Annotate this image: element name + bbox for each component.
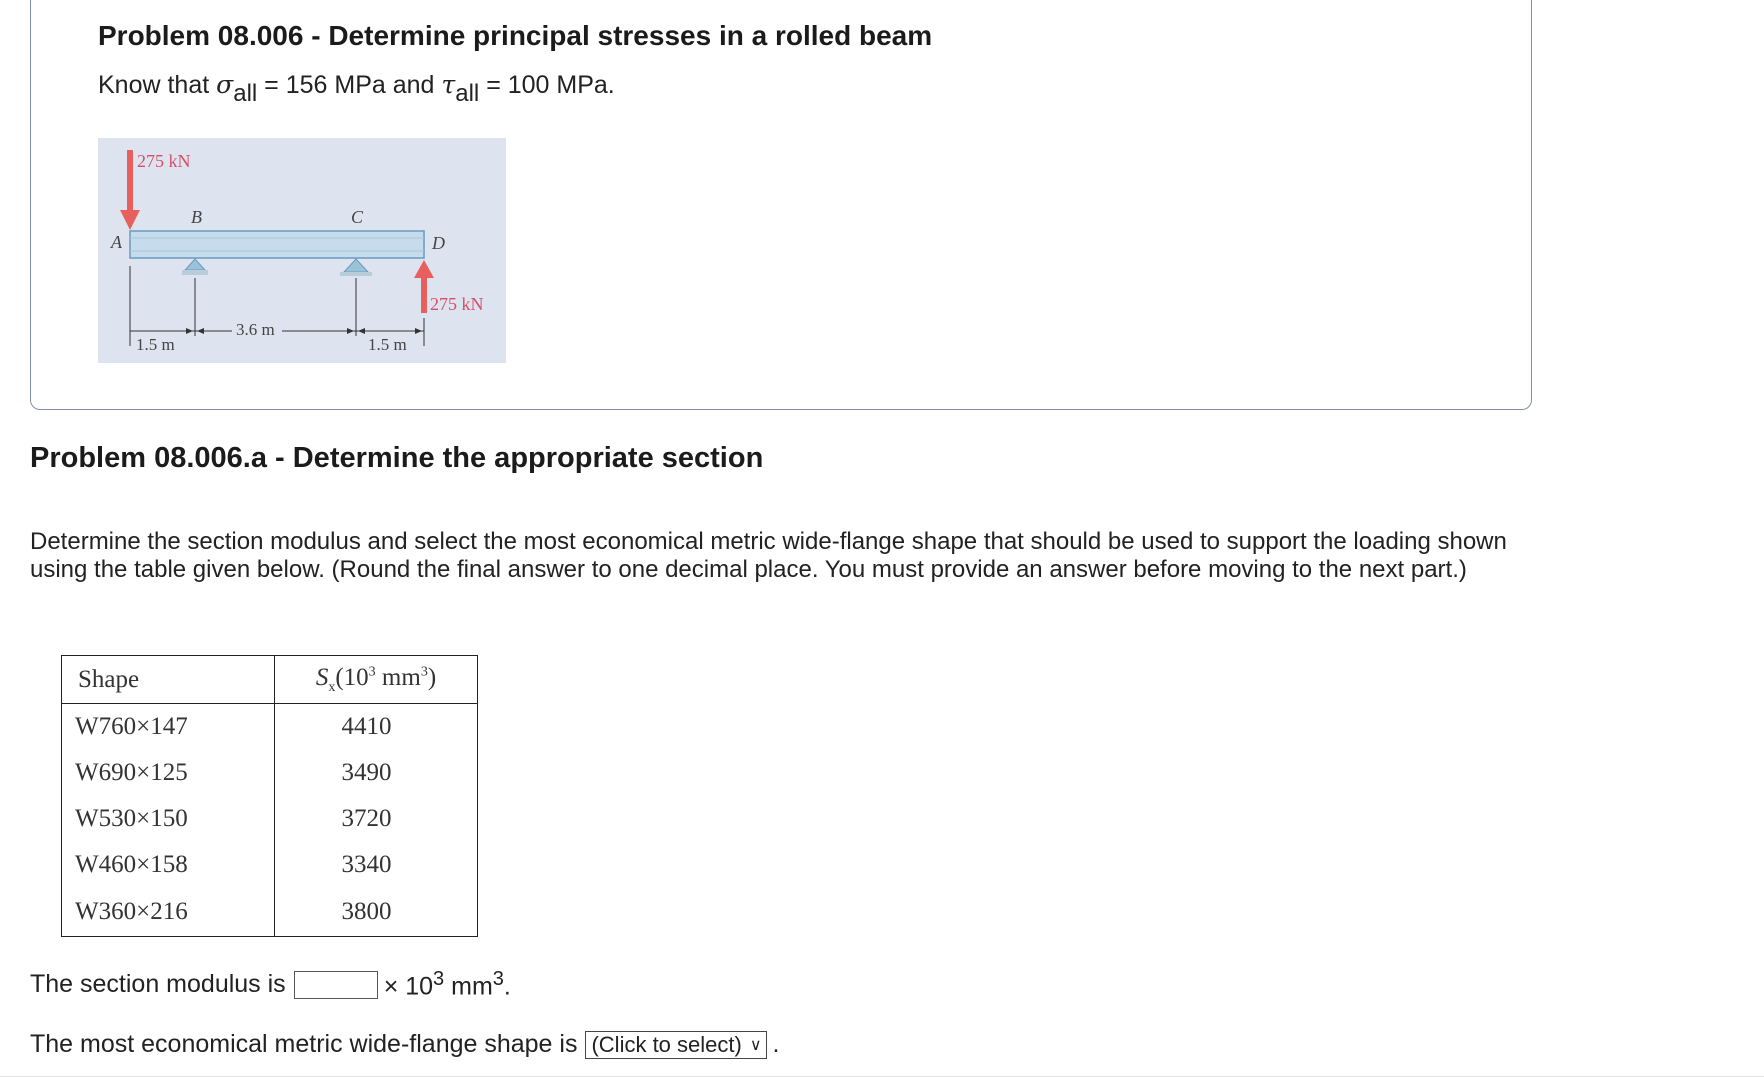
- row-shape: W530×150: [62, 796, 275, 842]
- given-prefix: Know that: [98, 71, 217, 99]
- header-sx-sub: x: [328, 679, 336, 695]
- dim-right-label: 1.5 m: [368, 335, 407, 354]
- beam-figure: [98, 138, 506, 363]
- support-c: [344, 259, 368, 272]
- table-row: [62, 796, 478, 842]
- dim-mid-label: 3.6 m: [236, 320, 275, 339]
- support-b-base: [182, 270, 208, 275]
- table-row: [62, 888, 478, 937]
- section-modulus-unit: [384, 968, 511, 1001]
- unit-mid: mm: [444, 972, 493, 1001]
- point-d-label: D: [432, 233, 445, 253]
- row-sx: 3490: [275, 750, 478, 796]
- unit-exp: 3: [433, 968, 445, 990]
- shape-select-row: [30, 1030, 780, 1059]
- part-instructions: Determine the section modulus and select the most economical metric wide-flange shape that should be used to support the loading shown using the table given below. (Round the final answer to one decimal place. You must provide an answer before moving to the next part.): [30, 528, 1507, 583]
- header-sx: [275, 656, 478, 704]
- tau-value: = 100 MPa.: [479, 71, 615, 99]
- sigma-sub: all: [233, 80, 258, 107]
- dim-arrow-d: [415, 328, 422, 334]
- unit-exp2: 3: [492, 968, 504, 990]
- part-title: Problem 08.006.a - Determine the appropriate section: [30, 442, 764, 474]
- header-sx-unit-close: ): [427, 663, 437, 691]
- unit-prefix: × 10: [383, 972, 434, 1001]
- row-shape: W760×147: [62, 704, 275, 751]
- point-c-label: C: [351, 207, 364, 227]
- header-sx-unit-exp2: 3: [420, 664, 428, 680]
- unit-end: .: [503, 972, 511, 1001]
- beam: [130, 231, 424, 258]
- chevron-down-icon: ∨: [749, 1036, 762, 1054]
- header-sx-unit-mid: mm: [375, 663, 421, 691]
- load-top-label: 275 kN: [137, 151, 191, 171]
- support-c-base: [340, 272, 372, 276]
- row-sx: 3800: [275, 888, 478, 937]
- header-sx-unit-open: (10: [335, 663, 369, 691]
- tau-symbol: τ: [441, 70, 456, 99]
- dim-arrow-b-left: [186, 328, 193, 334]
- tau-sub: all: [455, 80, 480, 107]
- load-bottom-label: 275 kN: [430, 294, 484, 314]
- problem-title: Problem 08.006 - Determine principal stresses in a rolled beam: [98, 20, 933, 51]
- support-b: [185, 259, 205, 270]
- point-a-label: A: [111, 232, 122, 252]
- sigma-value: = 156 MPa and: [257, 71, 442, 99]
- dim-arrow-b-right: [197, 328, 204, 334]
- header-sx-unit-exp: 3: [368, 664, 376, 680]
- page-divider: [0, 1076, 1764, 1077]
- row-sx: 4410: [275, 704, 478, 751]
- section-modulus-input[interactable]: [294, 971, 378, 999]
- row-shape: W690×125: [62, 750, 275, 796]
- row-sx: 3340: [275, 842, 478, 888]
- section-modulus-row: [30, 968, 511, 1001]
- row-sx: 3720: [275, 796, 478, 842]
- given-statement: [98, 70, 615, 108]
- sigma-symbol: σ: [216, 70, 234, 99]
- header-sx-symbol: S: [315, 663, 329, 691]
- table-header-row: [62, 656, 478, 704]
- shape-select-label: The most economical metric wide-flange shape is: [30, 1030, 578, 1058]
- dim-left-label: 1.5 m: [136, 335, 175, 354]
- shapes-table: [61, 655, 478, 937]
- table-row: [62, 704, 478, 751]
- table-row: [62, 842, 478, 888]
- shape-dropdown[interactable]: [585, 1031, 766, 1059]
- table-row: [62, 750, 478, 796]
- dim-arrow-c-right: [358, 328, 365, 334]
- load-arrow-bottom-head: [414, 260, 434, 278]
- point-b-label: B: [191, 207, 202, 227]
- shape-select-end: .: [772, 1030, 780, 1058]
- section-modulus-label: The section modulus is: [30, 970, 286, 999]
- header-shape: Shape: [62, 656, 275, 704]
- row-shape: W460×158: [62, 842, 275, 888]
- dim-arrow-c-left: [347, 328, 354, 334]
- shape-dropdown-value: (Click to select): [591, 1031, 742, 1057]
- load-arrow-top-head: [120, 210, 140, 230]
- row-shape: W360×216: [62, 888, 275, 937]
